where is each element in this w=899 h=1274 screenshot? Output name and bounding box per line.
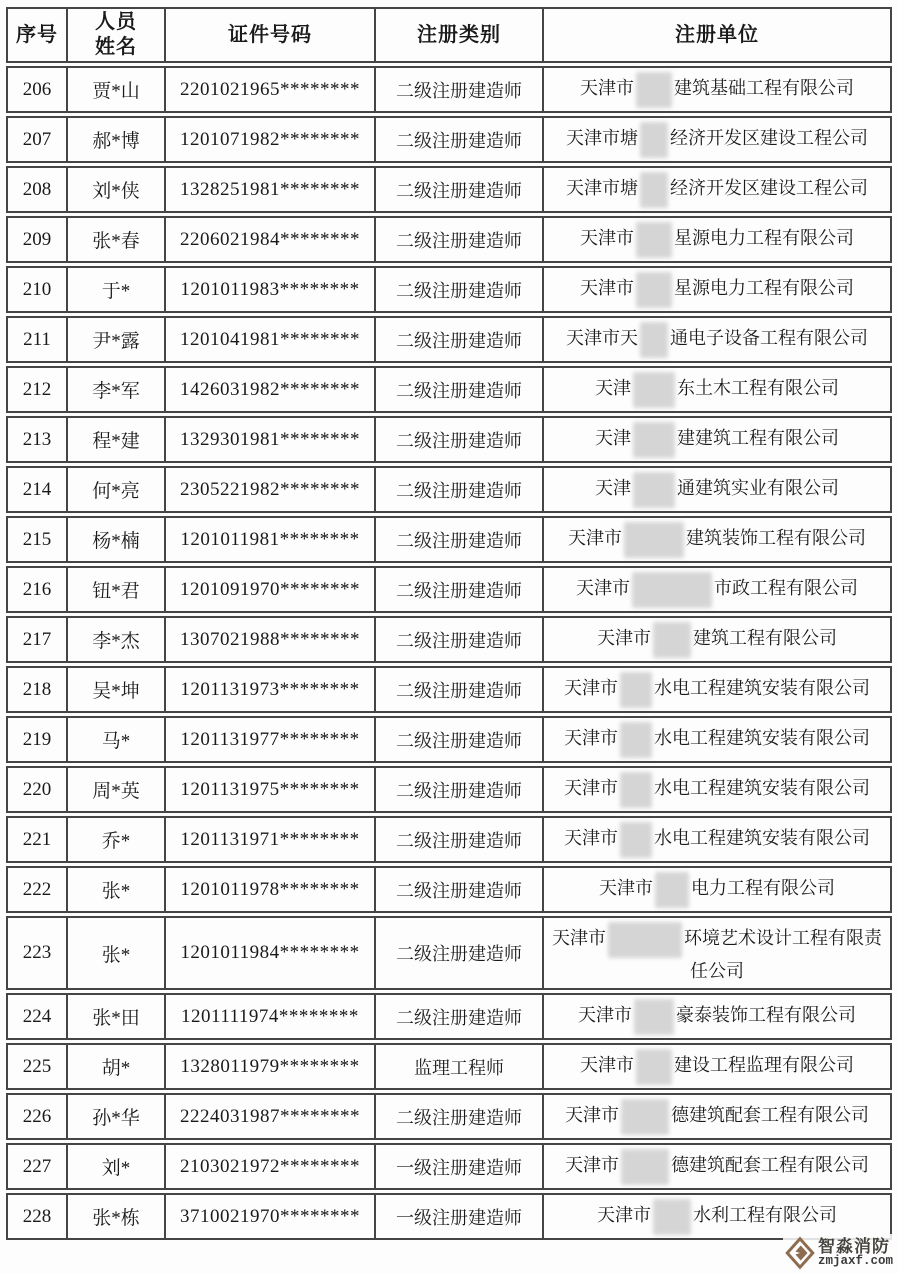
cell-company	[542, 766, 892, 813]
cell-person-name: 张*栋	[66, 1193, 164, 1240]
cell-serial-no: 207	[6, 116, 66, 163]
redaction-blur	[608, 922, 682, 958]
table-row	[6, 566, 892, 613]
redaction-blur	[653, 1199, 691, 1235]
cell-id: 2305221982********	[164, 466, 374, 513]
cell-person-name: 周*英	[66, 766, 164, 813]
company-prefix: 天津市	[578, 1004, 632, 1025]
cell-category: 监理工程师	[374, 1043, 542, 1090]
company-prefix: 天津市天	[566, 327, 638, 348]
company-suffix: 星源电力工程有限公司	[674, 277, 854, 298]
cell-id: 1329301981********	[164, 416, 374, 463]
cell-id: 1328251981********	[164, 166, 374, 213]
cell-category: 二级注册建造师	[374, 866, 542, 913]
cell-company	[542, 816, 892, 863]
table-row	[6, 416, 892, 463]
company-prefix: 天津市	[564, 827, 618, 848]
cell-company	[542, 1143, 892, 1190]
cell-category: 二级注册建造师	[374, 816, 542, 863]
cell-category: 二级注册建造师	[374, 916, 542, 990]
cell-company	[542, 1193, 892, 1240]
table-header	[6, 7, 892, 63]
cell-serial-no: 215	[6, 516, 66, 563]
redaction-blur	[640, 322, 668, 358]
redaction-blur	[620, 722, 652, 758]
cell-id: 1201131971********	[164, 816, 374, 863]
header-registration-unit: 注册单位	[542, 7, 892, 63]
cell-serial-no: 217	[6, 616, 66, 663]
company-prefix: 天津市	[580, 77, 634, 98]
company-suffix: 建建筑工程有限公司	[677, 427, 839, 448]
cell-category: 二级注册建造师	[374, 216, 542, 263]
cell-serial-no: 226	[6, 1093, 66, 1140]
company-prefix: 天津市	[564, 677, 618, 698]
cell-category: 二级注册建造师	[374, 316, 542, 363]
table-row	[6, 866, 892, 913]
company-suffix: 电力工程有限公司	[691, 877, 835, 898]
redaction-blur	[636, 222, 672, 258]
cell-category: 二级注册建造师	[374, 516, 542, 563]
cell-person-name: 刘*侠	[66, 166, 164, 213]
cell-person-name: 李*杰	[66, 616, 164, 663]
cell-serial-no: 208	[6, 166, 66, 213]
registry-table-container	[6, 4, 892, 1243]
redaction-blur	[633, 472, 675, 508]
cell-category: 二级注册建造师	[374, 616, 542, 663]
watermark-title: 智淼消防	[817, 1236, 890, 1256]
redaction-blur	[653, 622, 691, 658]
cell-id: 2201021965********	[164, 66, 374, 113]
cell-company	[542, 1093, 892, 1140]
redaction-blur	[620, 672, 652, 708]
company-prefix: 天津市	[580, 1054, 634, 1075]
cell-category: 二级注册建造师	[374, 366, 542, 413]
cell-company	[542, 116, 892, 163]
cell-person-name: 张*	[66, 916, 164, 990]
cell-company	[542, 466, 892, 513]
company-prefix: 天津市	[564, 777, 618, 798]
cell-category: 二级注册建造师	[374, 116, 542, 163]
cell-company	[542, 666, 892, 713]
cell-category: 二级注册建造师	[374, 416, 542, 463]
cell-company	[542, 316, 892, 363]
cell-id: 1426031982********	[164, 366, 374, 413]
redaction-blur	[621, 1149, 669, 1185]
cell-id: 2224031987********	[164, 1093, 374, 1140]
cell-category: 二级注册建造师	[374, 666, 542, 713]
cell-company	[542, 266, 892, 313]
cell-category: 一级注册建造师	[374, 1143, 542, 1190]
company-prefix: 天津市	[565, 1154, 619, 1175]
table-row	[6, 316, 892, 363]
cell-id: 1201011981********	[164, 516, 374, 563]
company-prefix: 天津市	[565, 1104, 619, 1125]
company-suffix: 经济开发区建设工程公司	[670, 177, 868, 198]
table-row	[6, 993, 892, 1040]
cell-serial-no: 224	[6, 993, 66, 1040]
cell-person-name: 贾*山	[66, 66, 164, 113]
redaction-blur	[640, 172, 668, 208]
cell-person-name: 于*	[66, 266, 164, 313]
table-row	[6, 666, 892, 713]
table-row	[6, 716, 892, 763]
cell-person-name: 郝*博	[66, 116, 164, 163]
cell-company	[542, 216, 892, 263]
header-serial-no: 序号	[6, 7, 66, 63]
company-prefix: 天津	[595, 477, 631, 498]
fire-protection-logo-icon	[785, 1236, 815, 1270]
cell-category: 二级注册建造师	[374, 716, 542, 763]
company-prefix: 天津市	[597, 627, 651, 648]
cell-category: 二级注册建造师	[374, 1093, 542, 1140]
company-prefix: 天津市	[580, 227, 634, 248]
company-prefix: 天津	[595, 377, 631, 398]
cell-company	[542, 866, 892, 913]
cell-category: 二级注册建造师	[374, 993, 542, 1040]
redaction-blur	[640, 122, 668, 158]
company-suffix: 通电子设备工程有限公司	[670, 327, 868, 348]
cell-id: 1201091970********	[164, 566, 374, 613]
cell-serial-no: 223	[6, 916, 66, 990]
company-suffix: 水电工程建筑安装有限公司	[654, 827, 870, 848]
company-suffix: 建筑基础工程有限公司	[674, 77, 854, 98]
cell-category: 二级注册建造师	[374, 266, 542, 313]
cell-id: 1307021988********	[164, 616, 374, 663]
cell-person-name: 程*建	[66, 416, 164, 463]
redaction-blur	[633, 422, 675, 458]
cell-person-name: 李*军	[66, 366, 164, 413]
table-body	[6, 66, 892, 1240]
redaction-blur	[621, 1099, 669, 1135]
cell-serial-no: 210	[6, 266, 66, 313]
cell-category: 二级注册建造师	[374, 566, 542, 613]
cell-id: 2206021984********	[164, 216, 374, 263]
cell-company	[542, 616, 892, 663]
cell-serial-no: 212	[6, 366, 66, 413]
cell-company	[542, 516, 892, 563]
cell-category: 二级注册建造师	[374, 466, 542, 513]
cell-company	[542, 66, 892, 113]
redaction-blur	[636, 72, 672, 108]
cell-serial-no: 209	[6, 216, 66, 263]
redaction-blur	[620, 822, 652, 858]
cell-company	[542, 1043, 892, 1090]
cell-person-name: 孙*华	[66, 1093, 164, 1140]
table-row	[6, 166, 892, 213]
table-row	[6, 516, 892, 563]
table-row	[6, 216, 892, 263]
company-suffix: 德建筑配套工程有限公司	[671, 1154, 869, 1175]
table-row	[6, 816, 892, 863]
watermark-url: zmjaxf.com	[817, 1254, 893, 1269]
company-suffix: 经济开发区建设工程公司	[670, 127, 868, 148]
table-row	[6, 1193, 892, 1240]
company-suffix: 水利工程有限公司	[693, 1204, 837, 1225]
cell-person-name: 马*	[66, 716, 164, 763]
cell-serial-no: 216	[6, 566, 66, 613]
redaction-blur	[632, 572, 712, 608]
cell-serial-no: 220	[6, 766, 66, 813]
redaction-blur	[634, 999, 674, 1035]
cell-person-name: 胡*	[66, 1043, 164, 1090]
cell-serial-no: 228	[6, 1193, 66, 1240]
company-prefix: 天津市	[576, 577, 630, 598]
company-suffix: 通建筑实业有限公司	[677, 477, 839, 498]
cell-category: 二级注册建造师	[374, 166, 542, 213]
cell-serial-no: 221	[6, 816, 66, 863]
company-prefix: 天津市	[597, 1204, 651, 1225]
cell-category: 二级注册建造师	[374, 66, 542, 113]
cell-company	[542, 993, 892, 1040]
cell-category: 二级注册建造师	[374, 766, 542, 813]
company-suffix: 建筑装饰工程有限公司	[686, 527, 866, 548]
company-prefix: 天津市	[580, 277, 634, 298]
table-row	[6, 1143, 892, 1190]
cell-serial-no: 222	[6, 866, 66, 913]
cell-company	[542, 916, 892, 990]
cell-company	[542, 716, 892, 763]
company-suffix: 星源电力工程有限公司	[674, 227, 854, 248]
cell-company	[542, 566, 892, 613]
redaction-blur	[655, 872, 689, 908]
cell-person-name: 乔*	[66, 816, 164, 863]
cell-serial-no: 218	[6, 666, 66, 713]
table-row	[6, 1043, 892, 1090]
cell-serial-no: 227	[6, 1143, 66, 1190]
cell-person-name: 刘*	[66, 1143, 164, 1190]
table-row	[6, 116, 892, 163]
cell-person-name: 尹*露	[66, 316, 164, 363]
redaction-blur	[636, 1049, 672, 1085]
cell-serial-no: 213	[6, 416, 66, 463]
cell-id: 1328011979********	[164, 1043, 374, 1090]
company-prefix: 天津市	[564, 727, 618, 748]
cell-category: 一级注册建造师	[374, 1193, 542, 1240]
cell-serial-no: 225	[6, 1043, 66, 1090]
header-row	[6, 7, 892, 63]
cell-id: 1201131977********	[164, 716, 374, 763]
cell-id: 3710021970********	[164, 1193, 374, 1240]
table-row	[6, 466, 892, 513]
company-suffix: 环境艺术设计工程有限责任公司	[684, 928, 882, 981]
cell-person-name: 杨*楠	[66, 516, 164, 563]
cell-id: 2103021972********	[164, 1143, 374, 1190]
company-suffix: 建筑工程有限公司	[693, 627, 837, 648]
header-id-number: 证件号码	[164, 7, 374, 63]
cell-person-name: 张*	[66, 866, 164, 913]
company-prefix: 天津市	[599, 877, 653, 898]
cell-id: 1201131975********	[164, 766, 374, 813]
table-row	[6, 1093, 892, 1140]
cell-id: 1201111974********	[164, 993, 374, 1040]
company-suffix: 建设工程监理有限公司	[674, 1054, 854, 1075]
company-suffix: 豪泰装饰工程有限公司	[676, 1004, 856, 1025]
table-row	[6, 916, 892, 990]
table-row	[6, 266, 892, 313]
cell-person-name: 吴*坤	[66, 666, 164, 713]
header-person-name: 人员 姓名	[66, 7, 164, 63]
cell-company	[542, 166, 892, 213]
company-prefix: 天津	[595, 427, 631, 448]
cell-serial-no: 206	[6, 66, 66, 113]
cell-id: 1201011978********	[164, 866, 374, 913]
cell-id: 1201011984********	[164, 916, 374, 990]
table-row	[6, 616, 892, 663]
cell-serial-no: 214	[6, 466, 66, 513]
table-row	[6, 766, 892, 813]
cell-person-name: 张*春	[66, 216, 164, 263]
cell-id: 1201041981********	[164, 316, 374, 363]
table-row	[6, 66, 892, 113]
cell-person-name: 何*亮	[66, 466, 164, 513]
redaction-blur	[633, 372, 675, 408]
company-prefix: 天津市	[552, 928, 606, 949]
cell-serial-no: 219	[6, 716, 66, 763]
cell-id: 1201131973********	[164, 666, 374, 713]
cell-id: 1201071982********	[164, 116, 374, 163]
cell-id: 1201011983********	[164, 266, 374, 313]
company-suffix: 水电工程建筑安装有限公司	[654, 777, 870, 798]
redaction-blur	[620, 772, 652, 808]
company-suffix: 水电工程建筑安装有限公司	[654, 727, 870, 748]
cell-company	[542, 416, 892, 463]
company-suffix: 水电工程建筑安装有限公司	[654, 677, 870, 698]
watermark	[783, 1234, 897, 1272]
redaction-blur	[624, 522, 684, 558]
company-prefix: 天津市	[568, 527, 622, 548]
cell-person-name: 钮*君	[66, 566, 164, 613]
redaction-blur	[636, 272, 672, 308]
cell-person-name: 张*田	[66, 993, 164, 1040]
table-row	[6, 366, 892, 413]
company-suffix: 德建筑配套工程有限公司	[671, 1104, 869, 1125]
cell-serial-no: 211	[6, 316, 66, 363]
cell-company	[542, 366, 892, 413]
registry-table	[6, 4, 892, 1243]
company-suffix: 东土木工程有限公司	[677, 377, 839, 398]
header-registration-category: 注册类别	[374, 7, 542, 63]
watermark-text	[818, 1238, 893, 1269]
company-prefix: 天津市塘	[566, 127, 638, 148]
company-prefix: 天津市塘	[566, 177, 638, 198]
company-suffix: 市政工程有限公司	[714, 577, 858, 598]
